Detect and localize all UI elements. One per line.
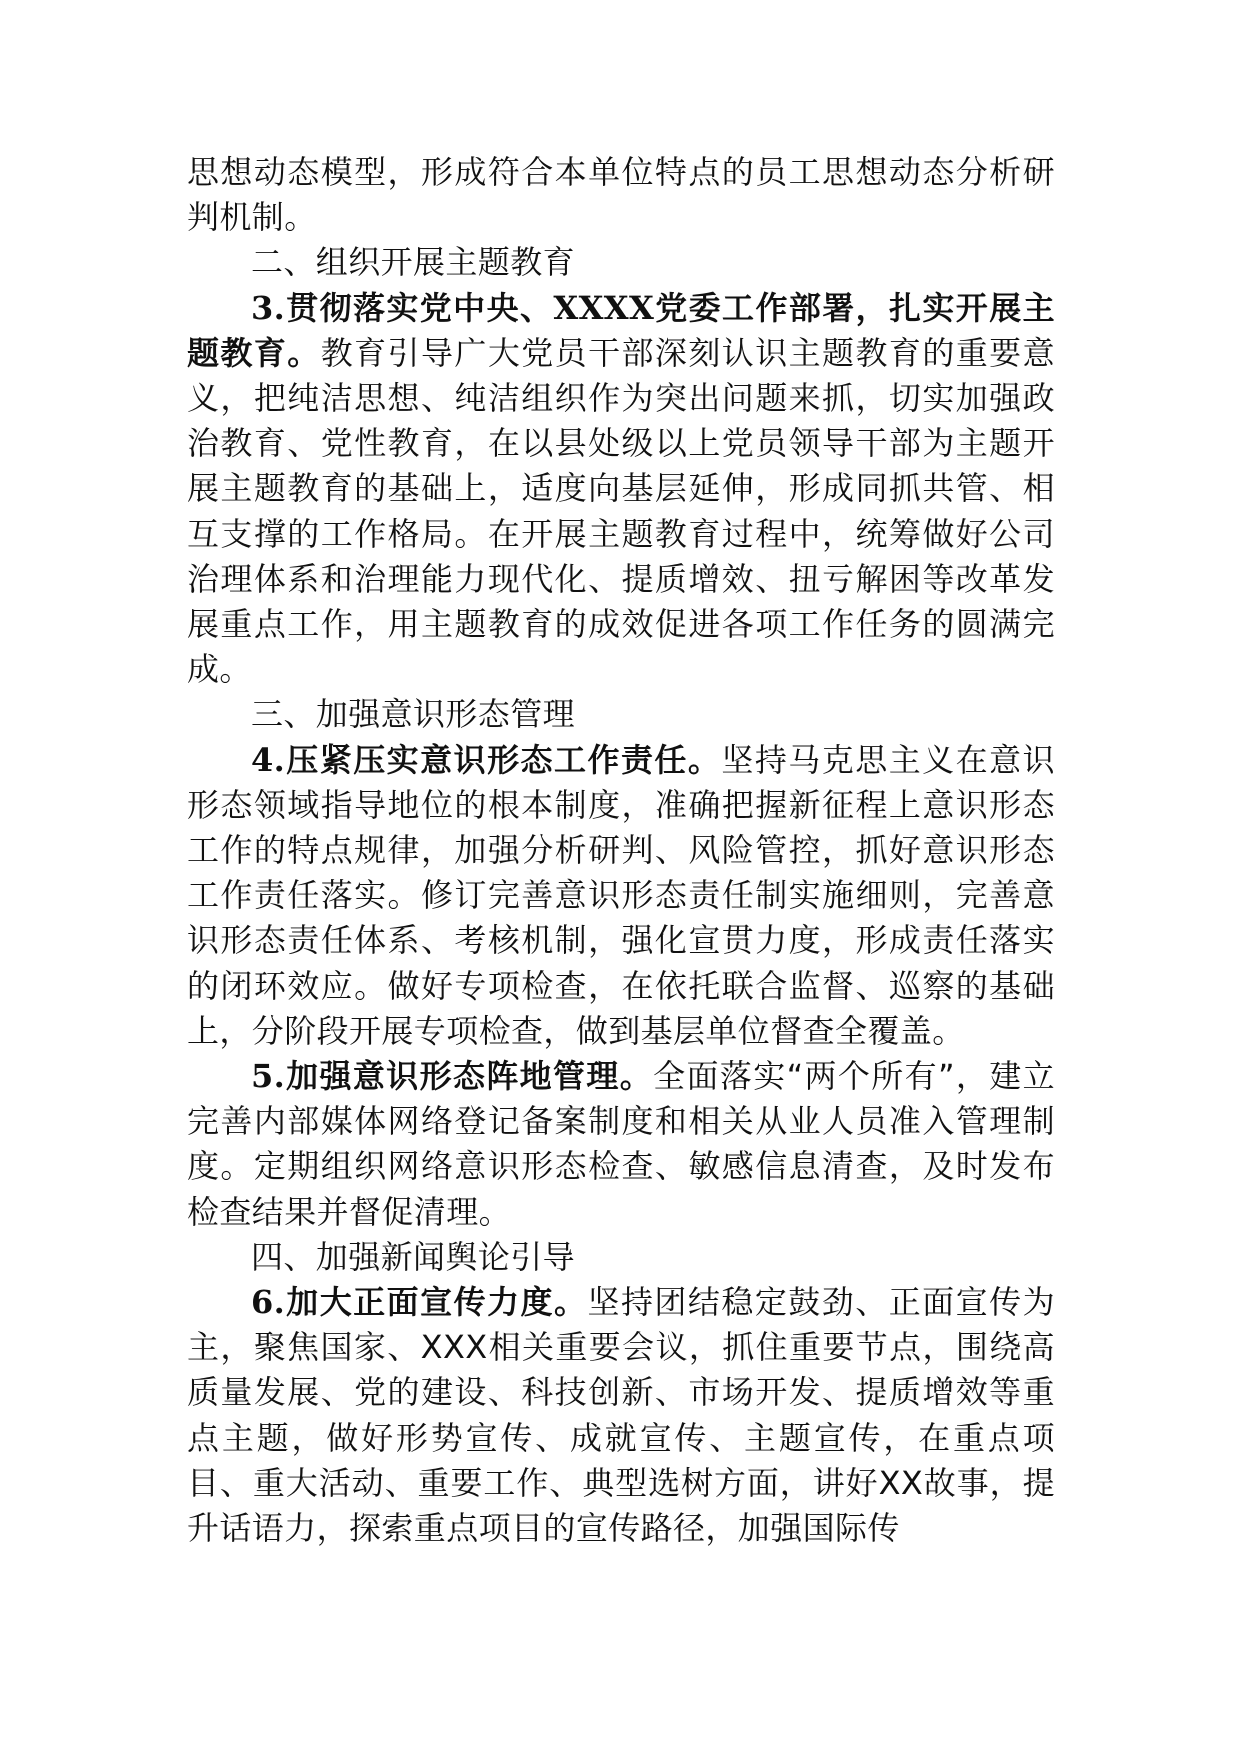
paragraph-item-6 [187,1280,1055,1551]
paragraph-lead: 5.加强意识形态阵地管理。 [251,1057,654,1096]
paragraph-body: 全面落实“两个所有”，建立完善内部媒体网络登记备案制度和相关从业人员准入管理制度。定期组织网络意识形态检查、敏感信息清查，及时发布检查结果并督促清理。 [187,1057,1055,1231]
section-heading-text: 三、加强意识形态管理 [251,695,576,734]
section-heading-2 [187,240,1055,285]
paragraph-item-4 [187,738,1055,1054]
paragraph-text: 思想动态模型，形成符合本单位特点的员工思想动态分析研判机制。 [187,153,1055,237]
section-heading-text: 四、加强新闻舆论引导 [251,1237,576,1276]
paragraph-body: 坚持团结稳定鼓劲、正面宣传为主，聚焦国家、XXX相关重要会议，抓住重要节点，围绕高质量发展、党的建设、科技创新、市场开发、提质增效等重点主题，做好形势宣传、成就宣传、主题宣传，在重点项目、重大活动、重要工作、典型选树方面，讲好XX故事，提升话语力，探索重点项目的宣传路径，加强国际传 [187,1283,1055,1548]
paragraph-lead: 4.压紧压实意识形态工作责任。 [251,740,722,779]
section-heading-4 [187,1235,1055,1280]
paragraph-continued [187,150,1055,240]
paragraph-lead: 6.加大正面宣传力度。 [251,1283,588,1322]
section-heading-text: 二、组织开展主题教育 [251,243,576,282]
section-heading-3 [187,692,1055,737]
paragraph-lead: 3.贯彻落实党中央、XXXX党委工作部署，扎实开展主题教育。 [187,288,1055,372]
document-page [187,150,1055,1551]
paragraph-item-5 [187,1054,1055,1235]
paragraph-item-3 [187,286,1055,693]
paragraph-body: 坚持马克思主义在意识形态领域指导地位的根本制度，准确把握新征程上意识形态工作的特点规律，加强分析研判、风险管控，抓好意识形态工作责任落实。修订完善意识形态责任制实施细则，完善意识形态责任体系、考核机制，强化宣贯力度，形成责任落实的闭环效应。做好专项检查，在依托联合监督、巡察的基础上，分阶段开展专项检查，做到基层单位督查全覆盖。 [187,740,1055,1050]
paragraph-body: 教育引导广大党员干部深刻认识主题教育的重要意义，把纯洁思想、纯洁组织作为突出问题来抓，切实加强政治教育、党性教育，在以县处级以上党员领导干部为主题开展主题教育的基础上，适度向基层延伸，形成同抓共管、相互支撑的工作格局。在开展主题教育过程中，统筹做好公司治理体系和治理能力现代化、提质增效、扭亏解困等改革发展重点工作，用主题教育的成效促进各项工作任务的圆满完成。 [187,333,1055,689]
